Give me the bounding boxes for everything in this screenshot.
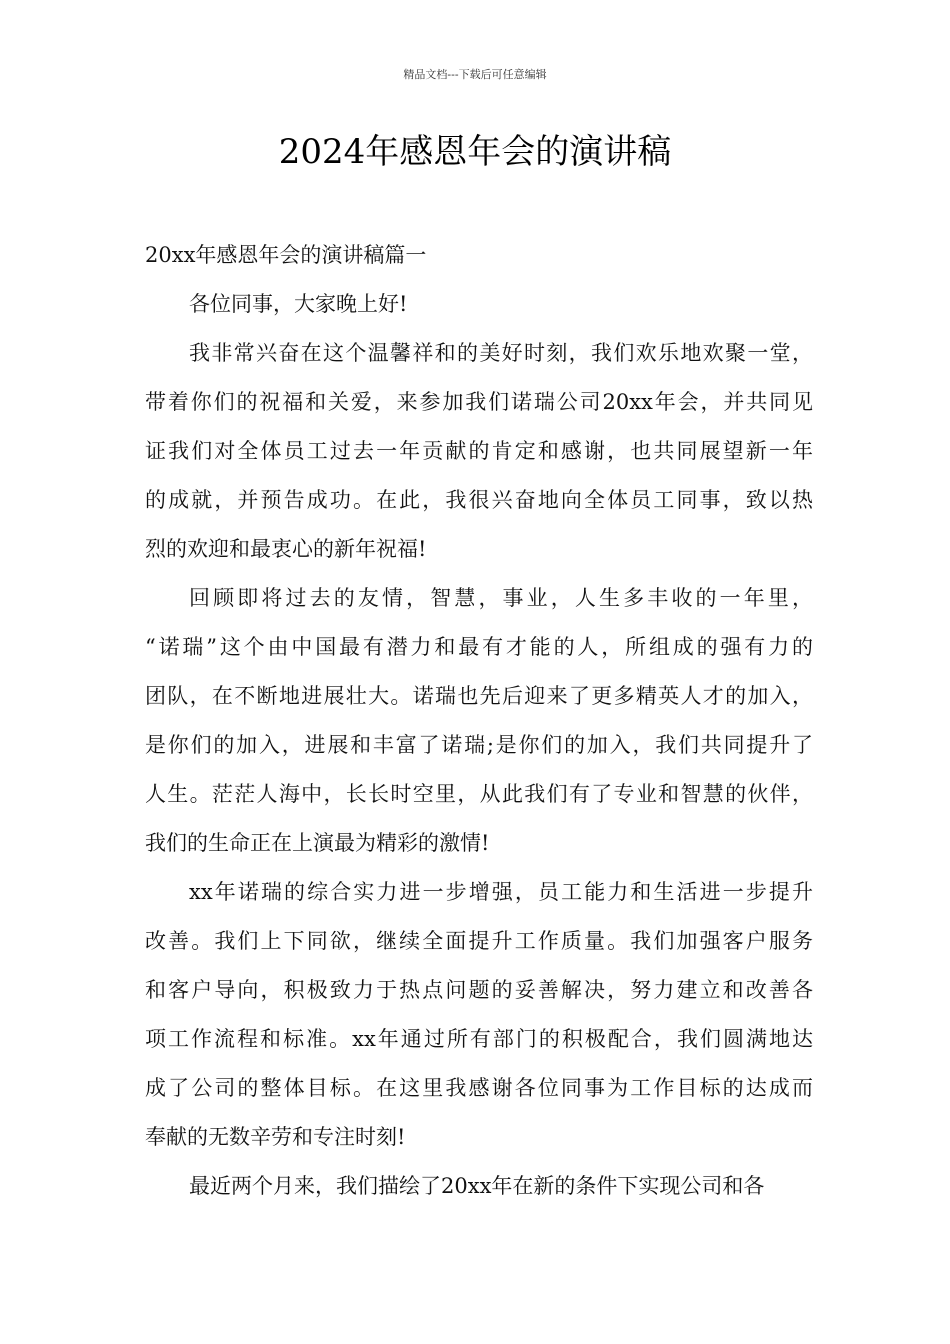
paragraph-line: 的成就，并预告成功。在此，我很兴奋地向全体员工同事，致以热	[145, 488, 813, 512]
document-body	[145, 231, 813, 1211]
paragraph-4	[145, 1162, 813, 1211]
document-title: 2024年感恩年会的演讲稿	[278, 132, 672, 172]
paragraph-line: 最近两个月来，我们描绘了20xx年在新的条件下实现公司和各	[189, 1174, 765, 1198]
paragraph-line: 回顾即将过去的友情，智慧，事业，人生多丰收的一年里，	[189, 586, 813, 610]
paragraph-line: 改善。我们上下同欲，继续全面提升工作质量。我们加强客户服务	[145, 929, 813, 953]
paragraph-line: 团队，在不断地进展壮大。诺瑞也先后迎来了更多精英人才的加入，	[145, 684, 813, 708]
paragraph-line: 项工作流程和标准。xx年通过所有部门的积极配合，我们圆满地达	[145, 1027, 813, 1051]
paragraph-line: 我们的生命正在上演最为精彩的激情!	[145, 831, 490, 855]
paragraph-2	[145, 574, 813, 868]
paragraph-line: 成了公司的整体目标。在这里我感谢各位同事为工作目标的达成而	[145, 1076, 813, 1100]
section-heading: 20xx年感恩年会的演讲稿篇一	[145, 243, 427, 267]
paragraph-line: 奉献的无数辛劳和专注时刻!	[145, 1125, 406, 1149]
paragraph-line: 人生。茫茫人海中，长长时空里，从此我们有了专业和智慧的伙伴，	[145, 782, 813, 806]
paragraph-line: 是你们的加入，进展和丰富了诺瑞;是你们的加入，我们共同提升了	[145, 733, 813, 757]
paragraph-line: 我非常兴奋在这个温馨祥和的美好时刻，我们欢乐地欢聚一堂，	[189, 341, 813, 365]
paragraph-line: 烈的欢迎和最衷心的新年祝福!	[145, 537, 427, 561]
paragraph-line: 和客户导向，积极致力于热点问题的妥善解决，努力建立和改善各	[145, 978, 813, 1002]
paragraph-line: xx年诺瑞的综合实力进一步增强，员工能力和生活进一步提升	[189, 880, 813, 904]
paragraph-line: “诺瑞”这个由中国最有潜力和最有才能的人，所组成的强有力的	[145, 635, 813, 659]
greeting: 各位同事，大家晚上好!	[189, 292, 408, 316]
paragraph-line: 带着你们的祝福和关爱，来参加我们诺瑞公司20xx年会，并共同见	[145, 390, 813, 414]
paragraph-line: 证我们对全体员工过去一年贡献的肯定和感谢，也共同展望新一年	[145, 439, 813, 463]
header-note: 精品文档---下载后可任意编辑	[403, 68, 547, 81]
paragraph-3	[145, 868, 813, 1162]
paragraph-1	[145, 329, 813, 574]
